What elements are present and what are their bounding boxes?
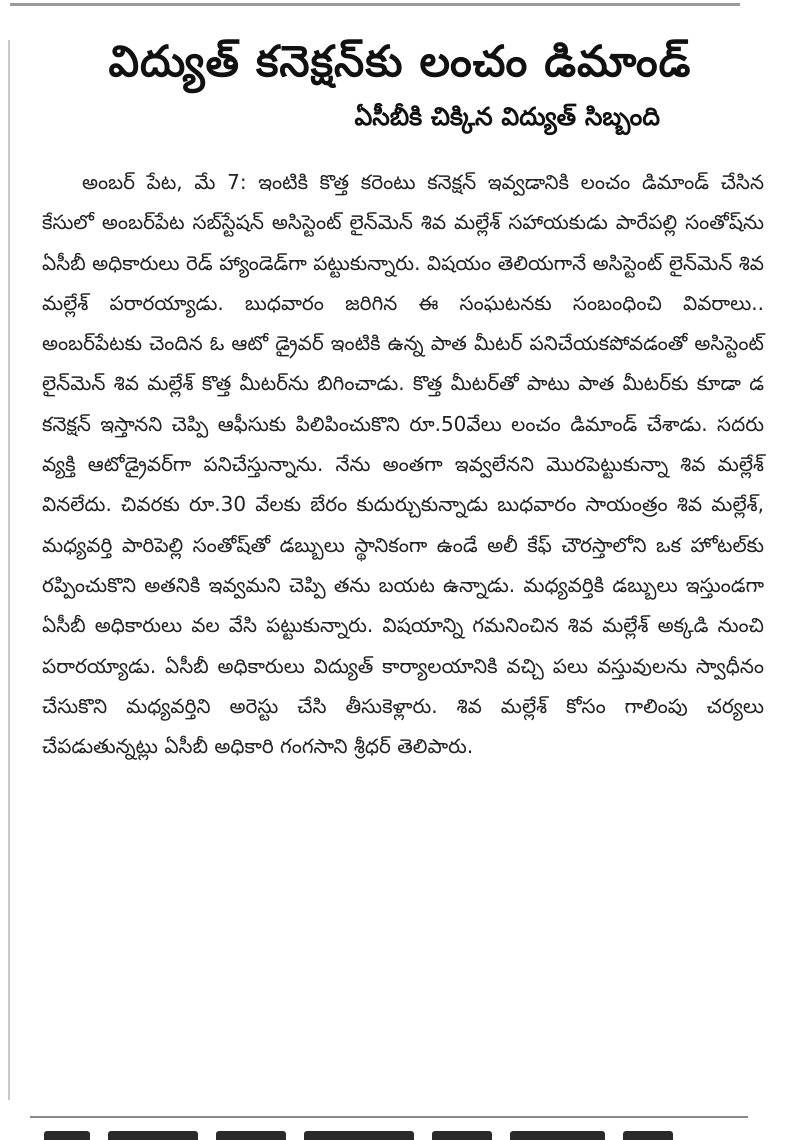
article-body: అంబర్ పేట, మే 7: ఇంటికి కొత్త కరెంటు కనెక్షన్ ఇవ్వడానికి లంచం డిమాండ్ చేసిన కేసులో అంబర్‌పేట సబ్‌స్టేషన్ అసిస్టెంట్ లైన్‌మెన్ శివ మల్లేశ్ సహాయకుడు పారేపల్లి సంతోష్‌ను ఏసీబీ అధికారులు రెడ్ హ్యాండెడ్‌గా పట్టుకున్నారు. విషయం తెలియగానే అసిస్టెంట్ లైన్‌మెన్ శివ మల్లేశ్ పరారయ్యాడు. బుధవారం జరిగిన ఈ సంఘటనకు సంబంధించి వివరాలు.. అంబర్‌పేటకు చెందిన ఓ ఆటో డ్రైవర్ ఇంటికి ఉన్న పాత మీటర్ పనిచేయకపోవడంతో అసిస్టెంట్ లైన్‌మెన్ శివ మల్లేశ్ కొత్త మీటర్‌ను బిగించాడు. కొత్త మీటర్‌తో పాటు పాత మీటర్‌కు కూడా డ కనెక్షన్ ఇస్తానని చెప్పి ఆఫీసుకు పిలిపించుకొని రూ.50వేలు లంచం డిమాండ్ చేశాడు. సదరు వ్యక్తి ఆటోడ్రైవర్‌గా పనిచేస్తున్నాను. నేను అంతగా ఇవ్వలేనని మొరపెట్టుకున్నా శివ మల్లేశ్ వినలేదు. చివరకు రూ.30 వేలకు బేరం కుదుర్చుకున్నాడు బుధవారం సాయంత్రం శివ మల్లేశ్, మధ్యవర్తి పారిపెల్లి సంతోష్‌తో డబ్బులు స్థానికంగా ఉండే అలీ కేఫ్ చౌరస్తాలోని ఒక హోటల్‌కు రప్పించుకొని అతనికి ఇవ్వమని చెప్పి తను బయట ఉన్నాడు. మధ్యవర్తికి డబ్బులు ఇస్తుండగా ఏసీబీ అధికారులు వల వేసి పట్టుకున్నారు. విషయాన్ని గమనించిన శివ మల్లేశ్ అక్కడి నుంచి పరారయ్యాడు. ఏసీబీ అధికారులు విద్యుత్ కార్యాలయానికి వచ్చి పలు వస్తువులను స్వాధీనం చేసుకొని మధ్యవర్తిని అరెస్టు చేసి తీసుకెళ్లారు. శివ మల్లేశ్ కోసం గాలింపు చర్యలు చేపడుతున్నట్లు ఏసీబీ అధికారి గంగసాని శ్రీధర్ తెలిపారు. — [42, 170, 764, 759]
column-rule — [8, 40, 10, 1100]
headline: విద్యుత్ కనెక్షన్‌కు లంచం డిమాండ్ — [108, 37, 692, 87]
top-divider — [10, 3, 740, 6]
subheadline: ఏసీబీకి చిక్కిన విద్యుత్ సిబ్బంది — [354, 102, 660, 131]
next-article-cutoff — [44, 1128, 730, 1140]
bottom-divider — [30, 1116, 748, 1118]
news-article — [30, 30, 770, 766]
